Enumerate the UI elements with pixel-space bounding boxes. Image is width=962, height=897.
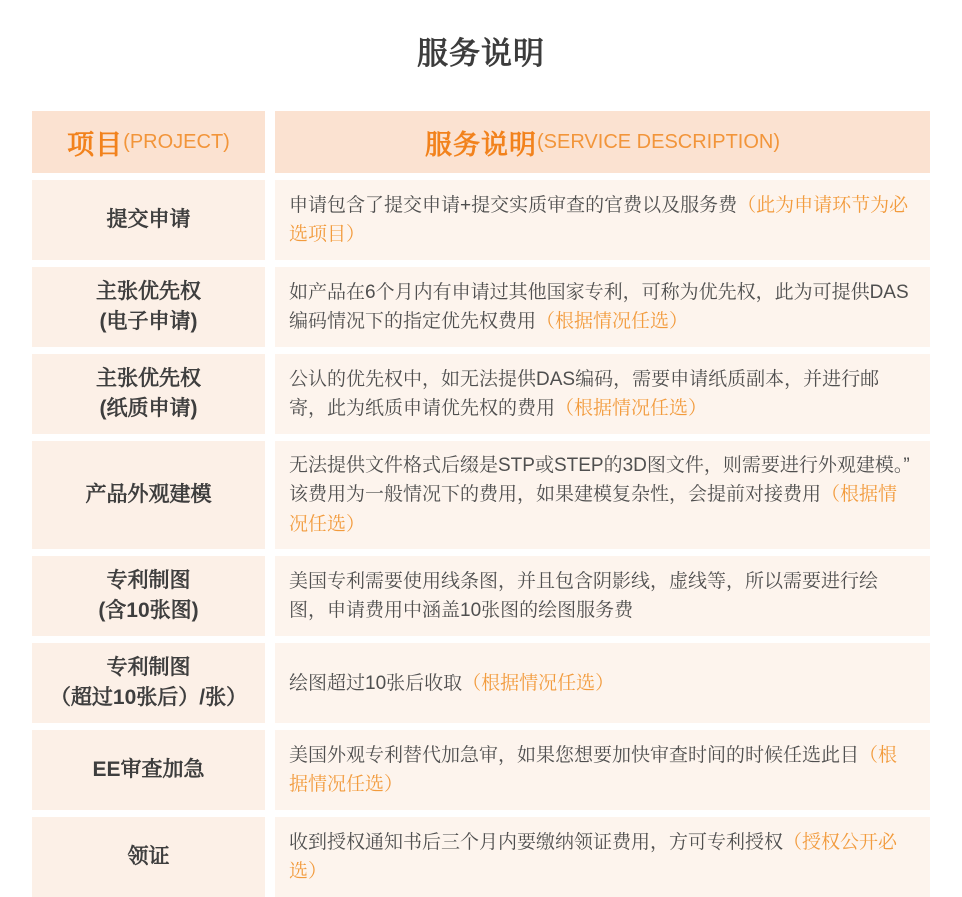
description-cell [275,817,930,897]
description-paragraph [289,741,910,800]
project-label [50,653,247,714]
description-note: （根据情况任选） [289,744,898,796]
description-text: 美国外观专利替代加急审，如果您想要加快审查时间的时候任选此目 [289,744,860,766]
description-paragraph [289,828,910,887]
project-cell [32,643,265,723]
project-label [96,364,201,425]
project-cell [32,441,265,549]
project-label-line: （超过10张后）/张） [49,686,248,710]
description-text: 如产品在6个月内有申请过其他国家专利，可称为优先权，此为可提供DAS编码情况下的指定优先权费用 [289,281,909,332]
project-cell [32,817,265,897]
description-paragraph [289,278,910,337]
description-note: （此为申请环节为必选项目） [289,194,909,245]
col-header-service [275,111,930,173]
description-cell [275,643,930,723]
col-header-service-en: (SERVICE DESCRIPTION) [537,130,780,153]
project-cell [32,730,265,810]
description-paragraph [289,567,910,626]
project-cell [32,180,265,260]
project-label-line: 专利制图 [106,568,191,592]
project-cell [32,556,265,636]
project-label-line: 主张优先权 [96,279,201,303]
description-note: （根据情况任选） [289,484,898,535]
project-label [98,566,198,627]
description-cell [275,267,930,347]
description-text: 无法提供文件格式后缀是STP或STEP的3D图文件，则需要进行外观建模。”该费用为一般情况下的费用，如果建模复杂性，会提前对接费用 [289,455,910,506]
description-note: （授权公开必选） [289,831,898,883]
project-label [128,842,170,872]
description-note: （根据情况任选） [555,398,708,419]
description-text: 绘图超过10张后收取 [289,672,463,694]
description-note: （根据情况任选） [462,672,615,694]
description-text: 收到授权通知书后三个月内要缴纳领证费用，方可专利授权 [289,831,784,853]
project-cell [32,267,265,347]
description-cell [275,730,930,810]
project-label-line: (电子申请) [99,310,198,333]
description-paragraph [289,191,910,250]
project-label [86,480,212,510]
description-paragraph [289,365,910,424]
project-label-line: 领证 [127,845,170,869]
project-label [96,277,201,338]
service-table [32,111,930,897]
description-note: （根据情况任选） [536,311,689,332]
page-title: 服务说明 [417,36,545,71]
col-header-project-zh: 项目 [67,129,124,160]
project-label-line: 提交申请 [106,207,191,231]
project-label [92,755,204,785]
project-label-line: EE审查加急 [92,758,205,782]
project-label [107,205,191,235]
description-paragraph [289,669,614,698]
project-label-line: (含10张图) [98,599,199,623]
project-label-line: 产品外观建模 [85,482,212,506]
project-label-line: (纸质申请) [99,397,198,420]
description-cell [275,180,930,260]
description-text: 公认的优先权中，如无法提供DAS编码，需要申请纸质副本，并进行邮寄，此为纸质申请优先权的费用 [289,368,880,419]
col-header-service-zh: 服务说明 [425,129,537,160]
project-label-line: 主张优先权 [96,366,201,390]
project-label-line: 专利制图 [106,655,191,679]
description-text: 美国专利需要使用线条图，并且包含阴影线，虚线等，所以需要进行绘图，申请费用中涵盖10张图的绘图服务费 [289,570,879,622]
description-text: 申请包含了提交申请+提交实质审查的官费以及服务费 [289,194,738,216]
description-cell [275,441,930,549]
project-cell [32,354,265,434]
description-cell [275,556,930,636]
description-cell [275,354,930,434]
col-header-project [32,111,265,173]
description-paragraph [289,451,910,539]
col-header-project-en: (PROJECT) [123,130,230,153]
